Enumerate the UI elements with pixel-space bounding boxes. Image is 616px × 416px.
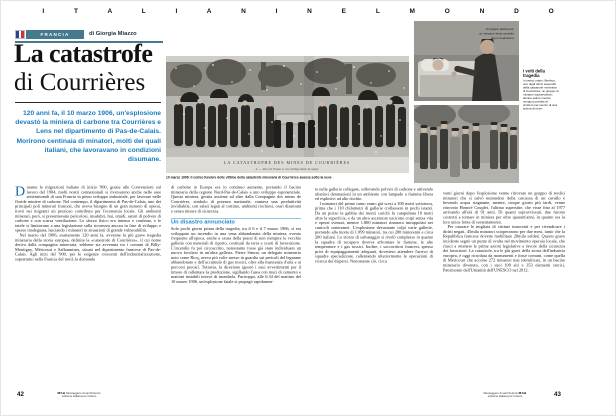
article-title: [14, 39, 174, 97]
funeral-procession-photo: [166, 56, 409, 173]
section-header: I T A L I A N I N E L M O N D O: [42, 8, 560, 15]
byline: di Giorgia Miazzo: [89, 31, 137, 37]
body-column-4: [443, 191, 565, 389]
drop-cap: D: [15, 185, 26, 199]
col3-paragraph-2: I minatori del primo turno erano già scesi a 300 metri sottoterra, prima che i 110 chilometri di gallerie crollassero in pochi istanti. Da un pozzo la gabbia dei mezzi carichi fu catapultata 10 metri oltre la superficie, e da un altro ascensore uscirono corpi senza vita e operai svenuti, mentre 1.800 minatori rimasero intrappolati nei cunicoli sotterranei. L'esplosione devastante colpì varie gallerie, portando alla morte di 1.099 minatori, tra cui 200 minorenni e circa 200 italiani. Lo sforzo di salvataggio si rivelò complesso in quanto la squadra di recupero doveva affrontare le fiamme, le alte temperature e i gas tossici. Inoltre, i soccorritori francesi, spesso privi di equipaggiamenti adeguati, dovettero attendere l'arrivo di squadre specializzate, rallentando ulteriormente le operazioni di ricerca dei dispersi. Nonostante ciò, circa: [315, 200, 433, 264]
footer-credit-left: MSA Messaggero di sant'Antonio edizione italiana per l'estero: [57, 392, 101, 398]
footer-credit-right: Messaggero di sant'Antonio MSA edizione italiana per l'estero: [483, 392, 527, 398]
standfirst: 120 anni fa, il 10 marzo 1906, un'esplosione devastò la miniera di carbone tra Courrières e Lens nel dipartimento di Pas-de-Calais. Morirono centinaia di minatori, molti dei quali italiani, che lavoravano in condizioni disumane.: [15, 110, 161, 164]
bed-photo-caption-2: un minatore ferito assistito: [478, 31, 514, 36]
page-number-left: 42: [17, 391, 24, 398]
postcard-caption-sub: 4. — Vers la Fosse 2, un cortège dans la neige: [255, 167, 319, 171]
title-line-2: di Courrières: [14, 69, 146, 96]
main-photo: [166, 56, 409, 173]
title-rule: [15, 102, 161, 103]
col4-paragraph-2: Per onorare le migliaia di vittime innocenti e per rivendicare i diritti negati, 45mila minatori scioperarono per due mesi, tanto che la Repubblica francese dovette mobilitare 20mila soldati. Questo grave incidente segnò un punto di svolta nel movimento operaio locale, che riuscì a ottenere le prime azioni legislative a favore della sicurezza dei lavoratori. La catastrofe, tra le più gravi della storia dell'industria europea, è oggi ricordata da monumenti e fosse comuni, come quella di Méricourt che accolse 272 minatori mai identificati, in un bacino minerario divenuto, con i suoi 109 siti e 353 elementi storici, Patrimonio dell'Umanità dell'UNESCO nel 2012.: [443, 224, 565, 273]
col3-paragraph-1: te nelle gallerie collegate, sollevando polveri di carbone e attivando ulteriori detonazioni in un ambiente con lampade a fiamma libera ed esplosivi ad alto rischio.: [315, 187, 433, 202]
sidebar-caption-text: In senso orario: Berthou, uno degli ultimi superstiti della catastrofe mineraria di Courrières; un gruppo di minatori sopravvissuti; alcune salme mentre vengono portate al cimitero nel mezzo di una bufera di neve.: [523, 79, 559, 111]
col1-paragraph-2: Nel marzo del 1906, esattamente 120 anni fa, avvenne la più grave tragedia mineraria della storia europea, definita la «catastrofe di Courrières», il cui nome deriva dalla compagnia mineraria, sebbene sia avvenuta tra i comuni di Billy-Montigny, Méricourt e Sallaumines, situati nel dipartimento francese di Pas-de-Calais. Agli inizi del '900, per le esigenze crescenti dell'industrializzazione, soprattutto nella Francia del nord, la domanda: [15, 232, 161, 262]
miners-group: [414, 105, 519, 183]
main-photo-credit: 10 marzo 1906: il corteo funebre delle vittime della catastrofe mineraria di Courrières avanza sotto la neve: [166, 176, 332, 180]
body-column-3: [315, 187, 433, 389]
postcard-caption-title: LA CATASTROPHE DES MINES DE COURRIÈRES: [223, 160, 351, 165]
sidebar-caption-title: I volti della tragedia: [523, 69, 545, 78]
page-number-right: 43: [554, 391, 561, 398]
injured-miner-photo: [414, 21, 519, 101]
photo-sidebar-caption: [523, 69, 559, 179]
bed-photo-caption-1: Immagine dell'epoca:: [485, 27, 514, 31]
magazine-brand-right: MSA: [518, 392, 527, 395]
col2-paragraph-1: di carbone in Europa era in continuo aumento, portando il bacino minerario della regione Nord-Pas-de-Calais a uno sviluppo esponenziale. Questa miniera, gestita assieme ad altre dalla Compagnie des mines de Courrières, simbolo di potenza nazionale, vantava una produttività invidiabile, con salari legati al cottimo, ambienti rischiosi, orari disumani e senza misure di sicurezza.: [171, 185, 301, 214]
country-tag: FRANCIA: [26, 30, 84, 39]
bedside-scene: [414, 21, 519, 101]
col1-paragraph-1: urante le migrazioni italiane di inizio '900, grazie alle Convenzioni sul lavoro del 1904, molti nostri connazionali si riversarono anche nelle aree settentrionali di una Francia in pieno sviluppo industriale, per lavorare nelle floride miniere di carbone. Nel contempo, il dipartimento di Pas-de-Calais, uno dei principali poli minerari francesi, che aveva bisogno di un gran numero di operai, trovò nei migranti un prezioso contributo per l'economia locale. Gli ambienti minerari, però, si presentavano pericolosi, insalubri, bui, umidi, saturi di polvere di carbone e con scarsa ventilazione. Lo sforzo fisico era intenso e continuo, e le tutele si limitavano a una legislazione sulla sicurezza ancora in fase di sviluppo e spesso inadeguata, lasciando i minatori in situazioni di grande vulnerabilità.: [15, 185, 161, 233]
magazine-brand: MSA: [57, 392, 66, 395]
title-line-1: La catastrofe: [14, 39, 153, 68]
france-flag-icon: [15, 30, 25, 39]
body-column-2: [171, 185, 301, 389]
bed-photo-caption-3: dopo l'esplosione: [490, 36, 514, 40]
col2-paragraph-2: Solo pochi giorni prima della tragedia, tra il 6 e il 7 marzo 1906, si era sviluppato un incendio in una vena abbandonata della miniera, evento frequente all'epoca, anche a causa della prassi di non riempire le vecchie gallerie con materiali di riporto, costituiti da terra e scarti di lavorazione. L'incendio fu poi circoscritto, nonostante fosse già stato individuato un nuovo focolaio in un'altra galleria. Pierre Simon, un delegato minerario noto come Ricq, aveva più volte messo in guardia sui pericoli del legname abbandonato e dell'accumulo di gas tossici, oltre alla mancanza d'aria e ai percorsi precari. Tuttavia, la direzione ignorò i suoi avvertimenti per il timore di rallentare la produzione, sigillando l'area con muri di cemento e mattoni instabili invece di inondarla. Purtroppo, alle 6.34 del mattino del 10 marzo 1906, un'esplosione fatale si propagò rapidamen-: [171, 226, 301, 284]
subheading: Un disastro annunciato: [171, 218, 301, 225]
body-column-1: [15, 185, 161, 389]
survivors-group-photo: [414, 105, 519, 183]
col4-paragraph-1: venti giorni dopo l'esplosione venne ritrovato un gruppo di tredici minatori che si salvò nutrendosi della carcassa di un cavallo e bevendo acqua stagnante, mentre, cinque giorni più tardi, venne ritrovato Honoré Couplet, l'ultimo superstite, che visse fino al 1977 arrivando all'età di 91 anni. Di quanti sopravvissuti, due furono costretti a tornare in miniera per oltre quarant'anni, in quanto era la loro unica fonte di sostentamento.: [443, 191, 565, 225]
